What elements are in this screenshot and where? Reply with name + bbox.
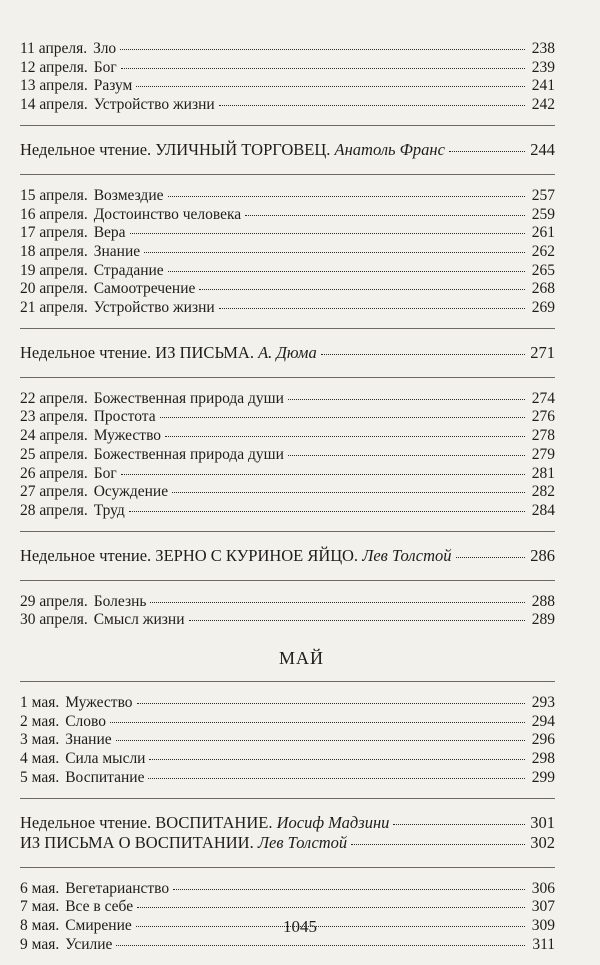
entry-title: Усилие (65, 935, 113, 953)
leader-dots (173, 889, 525, 890)
entry-title: Божественная природа души (93, 445, 284, 463)
entry-date: 18 апреля. (20, 242, 88, 260)
weekly-reading-text (20, 343, 317, 363)
entry-date: 25 апреля. (20, 445, 88, 463)
toc-entry-row (20, 299, 555, 318)
entry-date: 26 апреля. (20, 464, 88, 482)
entry-title: Знание (93, 242, 141, 260)
divider (20, 174, 555, 175)
entry-date: 17 апреля. (20, 224, 88, 242)
weekly-title: УЛИЧНЫЙ ТОРГОВЕЦ. (155, 139, 331, 159)
entry-title: Болезнь (93, 592, 147, 610)
entry-date: 12 апреля. (20, 58, 88, 76)
entry-date: 20 апреля. (20, 280, 88, 298)
entry-title: Божественная природа души (93, 389, 284, 407)
leader-dots (245, 215, 525, 216)
entry-date: 6 мая. (20, 879, 60, 897)
toc-entry-row (20, 769, 555, 788)
weekly-label: Недельное чтение. (20, 342, 152, 362)
leader-dots (136, 86, 525, 87)
page-number: 269 (531, 299, 555, 317)
weekly-title: ИЗ ПИСЬМА О ВОСПИТАНИИ. (20, 832, 254, 852)
divider (20, 681, 555, 682)
page-number: 257 (531, 186, 555, 204)
toc-entry-row (20, 936, 555, 955)
toc-entry-row (20, 280, 555, 299)
entry-date: 28 апреля. (20, 501, 88, 519)
entry-date: 16 апреля. (20, 205, 88, 223)
entry-title: Устройство жизни (93, 299, 215, 317)
toc-entry-row (20, 465, 555, 484)
entry-date: 19 апреля. (20, 261, 88, 279)
leader-dots (110, 722, 525, 723)
toc-entry-row (20, 502, 555, 521)
leader-dots (456, 557, 525, 558)
page-number: 282 (531, 483, 555, 501)
table-of-contents (20, 40, 555, 954)
page-number: 281 (531, 464, 555, 482)
divider (20, 377, 555, 378)
entry-date: 1 мая. (20, 694, 60, 712)
weekly-reading-text (20, 140, 445, 160)
entry-date: 13 апреля. (20, 77, 88, 95)
page-number: 299 (531, 768, 555, 786)
entry-title: Страдание (93, 261, 164, 279)
leader-dots (199, 289, 525, 290)
page-number: 311 (532, 935, 555, 953)
entry-title: Самоотречение (93, 280, 196, 298)
leader-dots (120, 49, 525, 50)
toc-entry-row (20, 750, 555, 769)
leader-dots (321, 354, 525, 355)
page-number: 238 (531, 40, 555, 57)
leader-dots (160, 417, 525, 418)
weekly-reading-row (20, 833, 555, 853)
leader-dots (150, 602, 525, 603)
page-number: 276 (531, 408, 555, 426)
page-number: 293 (531, 694, 555, 712)
page-number: 239 (531, 58, 555, 76)
leader-dots (189, 620, 526, 621)
divider (20, 531, 555, 532)
divider (20, 580, 555, 581)
weekly-label: Недельное чтение. (20, 545, 152, 565)
weekly-reading-row (20, 140, 555, 160)
leader-dots (144, 252, 525, 253)
entry-title: Устройство жизни (93, 96, 215, 114)
weekly-reading-row (20, 546, 555, 566)
entry-title: Достоинство человека (93, 205, 242, 223)
toc-entry-row (20, 96, 555, 115)
weekly-author: А. Дюма (258, 342, 317, 362)
toc-entry-row (20, 77, 555, 96)
toc-entry-row (20, 694, 555, 713)
leader-dots (219, 308, 525, 309)
entry-date: 22 апреля. (20, 389, 88, 407)
entry-date: 23 апреля. (20, 408, 88, 426)
weekly-author: Лев Толстой (362, 545, 452, 565)
weekly-author: Иосиф Мадзини (276, 812, 390, 832)
entry-date: 29 апреля. (20, 592, 88, 610)
divider (20, 125, 555, 126)
page-number: 298 (531, 750, 555, 768)
entry-title: Смысл жизни (93, 611, 185, 629)
page-number: 262 (531, 242, 555, 260)
leader-dots (168, 271, 525, 272)
toc-entry-row (20, 611, 555, 630)
entry-date: 5 мая. (20, 768, 60, 786)
entry-date: 14 апреля. (20, 96, 88, 114)
weekly-reading-text (20, 813, 389, 833)
page-number: 284 (531, 501, 555, 519)
entry-group-april-22-28 (20, 390, 555, 521)
entry-title: Сила мысли (65, 750, 146, 768)
leader-dots (129, 511, 525, 512)
weekly-reading-row (20, 813, 555, 833)
entry-date: 8 мая. (20, 916, 60, 934)
toc-entry-row (20, 898, 555, 917)
page-number: 271 (530, 342, 555, 362)
toc-entry-row (20, 731, 555, 750)
leader-dots (219, 105, 525, 106)
page-number: 301 (530, 812, 555, 832)
entry-group-april-15-21 (20, 187, 555, 318)
entry-title: Бог (93, 464, 117, 482)
entry-date: 9 мая. (20, 935, 60, 953)
page-number: 307 (531, 898, 555, 916)
leader-dots (137, 907, 525, 908)
page-number: 302 (530, 832, 555, 852)
leader-dots (288, 455, 525, 456)
weekly-reading-text (20, 546, 452, 566)
toc-entry-row (20, 187, 555, 206)
weekly-title: ИЗ ПИСЬМА. (155, 342, 254, 362)
entry-title: Слово (65, 712, 107, 730)
entry-date: 24 апреля. (20, 427, 88, 445)
weekly-author: Анатоль Франс (334, 139, 445, 159)
leader-dots (137, 703, 525, 704)
toc-entry-row (20, 262, 555, 281)
leader-dots (121, 474, 525, 475)
entry-title: Простота (93, 408, 156, 426)
leader-dots (172, 492, 525, 493)
entry-date: 2 мая. (20, 712, 60, 730)
divider (20, 798, 555, 799)
entry-group-april-11-14 (20, 40, 555, 115)
toc-entry-row (20, 390, 555, 409)
page-number: 244 (530, 139, 555, 159)
page-number: 261 (531, 224, 555, 242)
page-footer-number: 1045 (283, 917, 317, 936)
weekly-label: Недельное чтение. (20, 812, 152, 832)
leader-dots (449, 151, 525, 152)
entry-date: 21 апреля. (20, 299, 88, 317)
weekly-title: ВОСПИТАНИЕ. (155, 812, 273, 832)
leader-dots (351, 844, 525, 845)
leader-dots (288, 399, 525, 400)
month-heading: МАЙ (278, 648, 324, 669)
page-number: 279 (531, 445, 555, 463)
toc-entry-row (20, 59, 555, 78)
toc-entry-row (20, 713, 555, 732)
toc-entry-row (20, 593, 555, 612)
page-number: 286 (530, 545, 555, 565)
entry-title: Разум (93, 77, 133, 95)
weekly-reading-text (20, 833, 347, 853)
entry-date: 27 апреля. (20, 483, 88, 501)
entry-title: Зло (93, 40, 117, 57)
entry-title: Воспитание (65, 768, 145, 786)
entry-title: Смирение (65, 916, 132, 934)
page-number: 259 (531, 205, 555, 223)
entry-title: Осуждение (93, 483, 169, 501)
page-number: 288 (531, 592, 555, 610)
page-number: 278 (531, 427, 555, 445)
page-number: 296 (531, 731, 555, 749)
entry-title: Мужество (65, 694, 133, 712)
entry-date: 11 апреля. (20, 40, 88, 57)
page-number: 274 (531, 389, 555, 407)
entry-title: Вера (93, 224, 126, 242)
page-number: 268 (531, 280, 555, 298)
toc-entry-row (20, 40, 555, 59)
page-number: 289 (531, 611, 555, 629)
entry-title: Знание (65, 731, 112, 749)
leader-dots (148, 778, 525, 779)
entry-date: 4 мая. (20, 750, 60, 768)
entry-date: 7 мая. (20, 898, 60, 916)
toc-entry-row (20, 224, 555, 243)
page-number: 242 (531, 96, 555, 114)
leader-dots (121, 68, 525, 69)
toc-entry-row (20, 408, 555, 427)
leader-dots (165, 436, 525, 437)
entry-date: 3 мая. (20, 731, 60, 749)
weekly-reading-row (20, 343, 555, 363)
entry-date: 30 апреля. (20, 611, 88, 629)
page-number: 306 (531, 879, 555, 897)
entry-group-may-1-5 (20, 694, 555, 788)
entry-title: Бог (93, 58, 117, 76)
leader-dots (116, 740, 525, 741)
leader-dots (393, 824, 525, 825)
divider (20, 328, 555, 329)
toc-entry-row (20, 483, 555, 502)
leader-dots (130, 233, 525, 234)
leader-dots (168, 196, 526, 197)
entry-title: Труд (93, 501, 125, 519)
entry-title: Вегетарианство (65, 879, 170, 897)
toc-entry-row (20, 427, 555, 446)
toc-entry-row (20, 880, 555, 899)
page-number: 265 (531, 261, 555, 279)
toc-entry-row (20, 243, 555, 262)
weekly-label: Недельное чтение. (20, 139, 152, 159)
page-number: 309 (531, 916, 555, 934)
weekly-title: ЗЕРНО С КУРИНОЕ ЯЙЦО. (155, 545, 359, 565)
toc-entry-row (20, 446, 555, 465)
divider (20, 867, 555, 868)
entry-group-april-29-30 (20, 593, 555, 630)
leader-dots (149, 759, 525, 760)
page-number: 294 (531, 712, 555, 730)
weekly-author: Лев Толстой (257, 832, 348, 852)
entry-title: Мужество (93, 427, 162, 445)
entry-date: 15 апреля. (20, 186, 88, 204)
entry-title: Возмездие (93, 186, 164, 204)
leader-dots (116, 945, 525, 946)
toc-entry-row (20, 206, 555, 225)
entry-title: Все в себе (65, 898, 134, 916)
page-number: 241 (531, 77, 555, 95)
